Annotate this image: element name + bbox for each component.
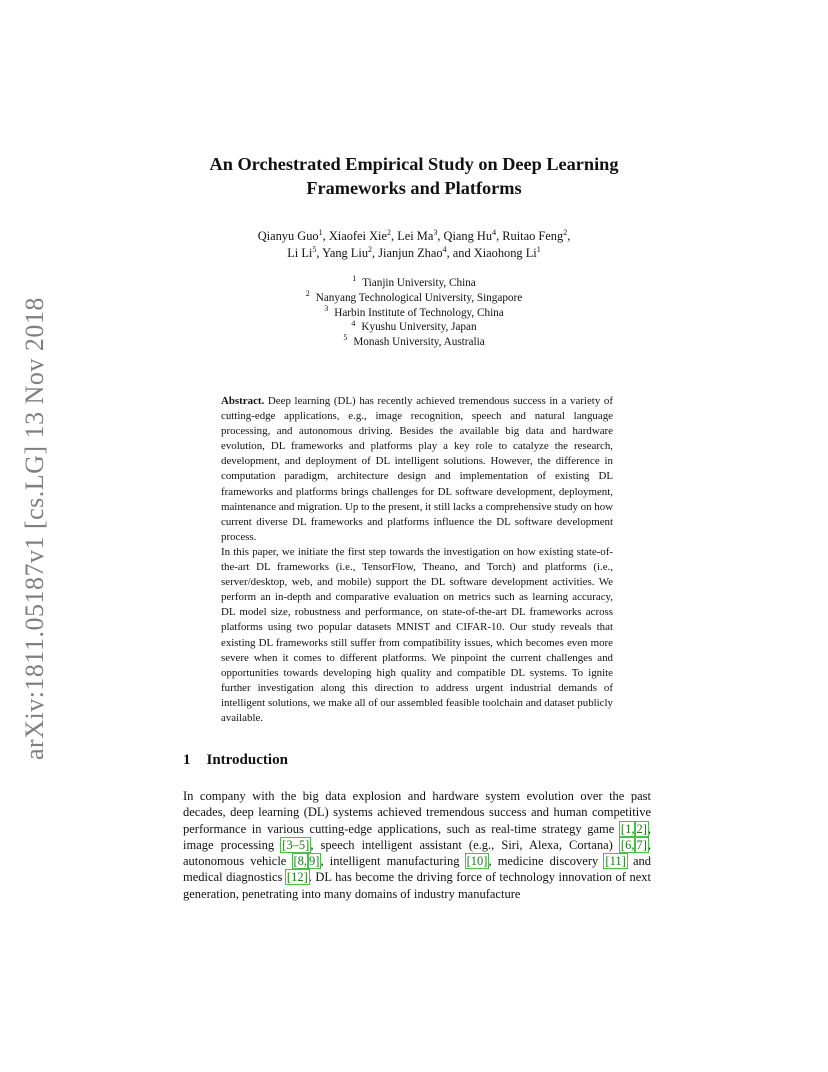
arxiv-identifier-stamp: arXiv:1811.05187v1 [cs.LG] 13 Nov 2018: [20, 297, 49, 760]
abstract-paragraph-1: Abstract. Deep learning (DL) has recently achieved tremendous success in a variety of cutting-edge applications, e.g., image recognition, speech and natural language processing, and autonomous driving. Besides the available big data and hardware evolution, DL frameworks and platforms play a key role to catalyze the research, development, and deployment of DL intelligent solutions. However, the difference in computation paradigm, architecture design and implementation of existing DL frameworks and platforms brings challenges for DL software development, deployment, maintenance and migration. Up to the present, it still lacks a comprehensive study on how current diverse DL frameworks and platforms influence the DL software development process.: [221, 395, 613, 543]
citation-link[interactable]: [6,: [620, 837, 635, 852]
title-line-2: Frameworks and Platforms: [306, 178, 522, 198]
author: Qianyu Guo$^1$,: [257, 227, 329, 243]
author: Qiang Hu$^4$,: [443, 227, 503, 243]
citation-link[interactable]: [3–5]: [282, 837, 310, 852]
citation-link[interactable]: [11]: [605, 854, 626, 869]
citation-link[interactable]: [12]: [286, 870, 308, 885]
author: Xiaohong Li$^1$: [473, 244, 541, 260]
section-number: 1: [183, 752, 191, 768]
affiliation: $^4$ Kyushu University, Japan: [351, 318, 477, 334]
affiliation: $^5$ Monash University, Australia: [343, 333, 485, 349]
abstract-paragraph-2: In this paper, we initiate the first step towards the investigation on how existing state-of-the-art DL frameworks (i.e., TensorFlow, Theano, and Torch) and platforms (i.e., server/desktop, web, and mobile) support the DL software development activities. We perform an in-depth and comparative evaluation on metrics such as learning accuracy, DL model size, robustness and performance, on state-of-the-art DL frameworks across platforms using two popular datasets MNIST and CIFAR-10. Our study reveals that existing DL frameworks still suffer from compatibility issues, which becomes even more severe when it comes to different platforms. We pinpoint the current challenges and opportunities towards developing high quality and compatible DL systems. To ignite further investigation along this direction to address urgent industrial demands of intelligent solutions, we make all of our assembled feasible toolchain and dataset publicly available.: [221, 545, 613, 724]
affiliation-list: [200, 276, 628, 350]
citation-link[interactable]: 2]: [636, 821, 647, 836]
title-line-1: An Orchestrated Empirical Study on Deep Learning: [209, 154, 619, 174]
author: Lei Ma$^3$,: [397, 227, 444, 243]
section-heading: [183, 750, 288, 770]
author: Xiaofei Xie$^2$,: [328, 227, 398, 243]
author: Li Li$^5$,: [287, 244, 323, 260]
citation-link[interactable]: 7]: [636, 837, 647, 852]
paper-title: [150, 152, 678, 200]
citation-link[interactable]: 9]: [309, 854, 320, 869]
section-title: Introduction: [206, 752, 288, 768]
affiliation: $^1$ Tianjin University, China: [352, 274, 476, 289]
author: Yang Liu$^2$,: [322, 244, 379, 260]
affiliation: $^2$ Nanyang Technological University, Singapore: [305, 289, 523, 304]
author: Ruitao Feng$^2$,: [502, 227, 571, 243]
citation-link[interactable]: [8,: [293, 854, 308, 869]
abstract-label: Abstract.: [221, 395, 265, 407]
abstract: [221, 394, 613, 726]
author: Jianjun Zhao$^4$, and: [378, 244, 474, 260]
affiliation: $^3$ Harbin Institute of Technology, China: [324, 303, 504, 319]
introduction-paragraph: In company with the big data explosion and hardware system evolution over the past decades, deep learning (DL) systems achieved tremendous success and human competitive performance in various cutting-edge applications, such as real-time strategy game [1, 2], image processing [3–5], speech intelligent assistant (e.g., Siri, Alexa, Cortana) [6, 7], autonomous vehicle [8, 9], intelligent manufacturing [10], medicine discovery [11] and medical diagnostics [12]. DL has become the driving force of technology innovation of next generation, penetrating into many domains of industry manufacture: [183, 789, 651, 901]
author-list: [150, 228, 678, 262]
citation-link[interactable]: [1,: [620, 821, 635, 836]
citation-link[interactable]: [10]: [466, 854, 488, 869]
